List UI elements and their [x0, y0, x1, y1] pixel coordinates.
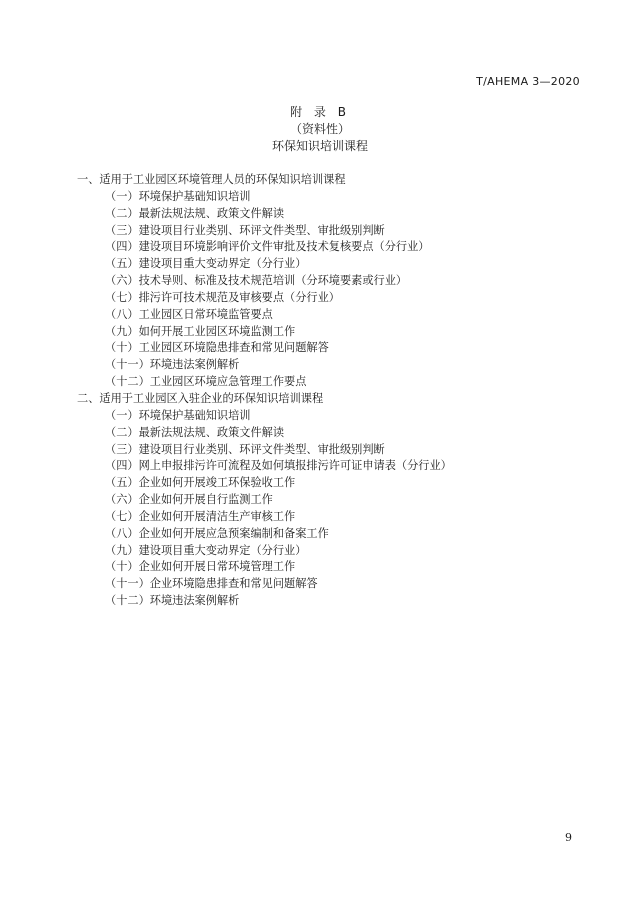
appendix-heading	[0, 104, 640, 155]
list-item: （五）建设项目重大变动界定（分行业）	[105, 257, 307, 271]
section-managers	[77, 172, 577, 391]
list-item: （一）环境保护基础知识培训	[105, 189, 251, 203]
list-item: （三）建设项目行业类别、环评文件类型、审批级别判断	[105, 442, 385, 456]
list-item: （八）企业如何开展应急预案编制和备案工作	[105, 526, 329, 540]
list-item: （五）企业如何开展竣工环保验收工作	[105, 476, 296, 490]
list-item: （九）如何开展工业园区环境监测工作	[105, 324, 296, 338]
list-item: （六）技术导则、标准及技术规范培训（分环境要素或行业）	[105, 274, 408, 288]
list-item: （十）工业园区环境隐患排查和常见问题解答	[105, 341, 329, 355]
page-number: 9	[565, 831, 572, 844]
document-code: T/AHEMA 3—2020	[476, 75, 580, 88]
section-title: 二、适用于工业园区入驻企业的环保知识培训课程	[77, 391, 324, 405]
list-item: （四）网上申报排污许可流程及如何填报排污许可证申请表（分行业）	[105, 459, 452, 473]
list-item: （二）最新法规法规、政策文件解读	[105, 425, 285, 439]
list-item: （十一）企业环境隐患排查和常见问题解答	[105, 577, 318, 591]
list-item: （二）最新法规法规、政策文件解读	[105, 206, 285, 220]
list-item: （十一）环境违法案例解析	[105, 358, 240, 372]
section-enterprises	[77, 391, 577, 610]
list-item: （十二）环境违法案例解析	[105, 594, 240, 608]
list-item: （七）企业如何开展清洁生产审核工作	[105, 509, 296, 523]
list-item: （十二）工业园区环境应急管理工作要点	[105, 375, 307, 389]
list-item: （六）企业如何开展自行监测工作	[105, 493, 273, 507]
list-item: （三）建设项目行业类别、环评文件类型、审批级别判断	[105, 223, 385, 237]
section-title: 一、适用于工业园区环境管理人员的环保知识培训课程	[77, 173, 346, 186]
list-item: （一）环境保护基础知识培训	[105, 408, 251, 422]
appendix-title: 附 录 B	[290, 105, 350, 119]
list-item: （四）建设项目环境影响评价文件审批及技术复核要点（分行业）	[105, 240, 430, 254]
list-item: （十）企业如何开展日常环境管理工作	[105, 560, 296, 574]
list-item: （七）排污许可技术规范及审核要点（分行业）	[105, 290, 340, 304]
appendix-nature: （资料性）	[289, 122, 350, 136]
appendix-subject: 环保知识培训课程	[271, 139, 368, 153]
course-list	[77, 172, 577, 610]
list-item: （八）工业园区日常环境监管要点	[105, 307, 273, 321]
list-item: （九）建设项目重大变动界定（分行业）	[105, 543, 307, 557]
